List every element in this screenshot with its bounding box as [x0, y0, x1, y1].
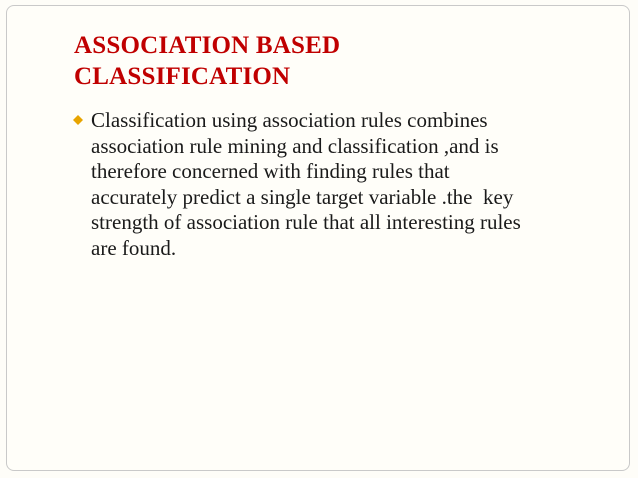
diamond-bullet-icon: [73, 115, 83, 125]
bullet-line: therefore concerned with finding rules that: [91, 159, 450, 183]
bullet-line: strength of association rule that all interesting rules: [91, 210, 521, 234]
slide-title: [74, 30, 594, 92]
bullet-line: are found.: [91, 235, 177, 260]
bullet-list: [73, 108, 613, 261]
bullet-line: association rule mining and classification ,and is: [91, 133, 499, 158]
bullet-line: accurately predict a single target variable .the key: [91, 184, 514, 209]
bullet-line: Classification using association rules combines: [91, 108, 488, 132]
bullet-item: [73, 108, 613, 261]
slide-title-line-1: ASSOCIATION BASED: [74, 32, 341, 59]
slide-title-line-2: CLASSIFICATION: [74, 63, 291, 90]
